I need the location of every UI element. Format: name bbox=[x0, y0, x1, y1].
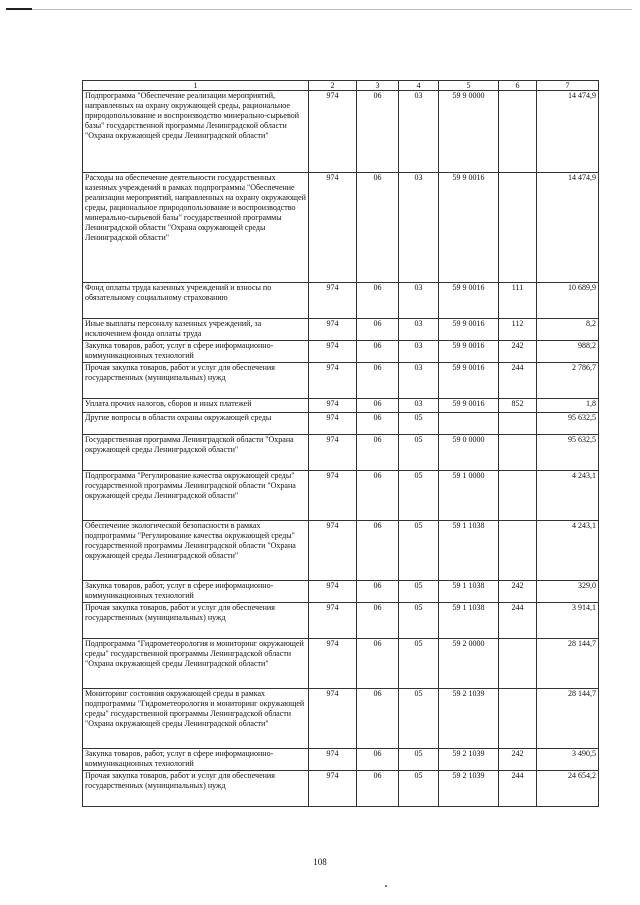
header-cell: 2 bbox=[309, 81, 357, 91]
row-amount-cell: 988,2 bbox=[537, 341, 599, 363]
row-subsection-cell: 03 bbox=[399, 91, 439, 173]
row-name-cell: Прочая закупка товаров, работ и услуг для обеспечения государственных (муниципальных) нужд bbox=[83, 603, 309, 639]
row-section-cell: 06 bbox=[357, 581, 399, 603]
row-target-code-cell: 59 1 1038 bbox=[439, 603, 499, 639]
row-name-cell: Закупка товаров, работ, услуг в сфере информационно-коммуникационных технологий bbox=[83, 341, 309, 363]
row-code-cell: 974 bbox=[309, 521, 357, 581]
row-section-cell: 06 bbox=[357, 91, 399, 173]
row-target-code-cell: 59 9 0016 bbox=[439, 283, 499, 319]
header-row bbox=[83, 81, 599, 91]
row-section-cell: 06 bbox=[357, 283, 399, 319]
row-subsection-cell: 05 bbox=[399, 689, 439, 749]
row-subsection-cell: 05 bbox=[399, 521, 439, 581]
row-expense-type-cell bbox=[499, 173, 537, 283]
header-cell: 4 bbox=[399, 81, 439, 91]
row-name-cell: Обеспечение экологической безопасности в рамках подпрограммы "Регулирование качества окружающей среды" государственной программы Ленинградской области "Охрана окружающей среды Ленинградской области" bbox=[83, 521, 309, 581]
row-section-cell: 06 bbox=[357, 521, 399, 581]
row-amount-cell: 3 490,5 bbox=[537, 749, 599, 771]
row-target-code-cell: 59 9 0016 bbox=[439, 341, 499, 363]
row-subsection-cell: 03 bbox=[399, 341, 439, 363]
row-target-code-cell: 59 2 1039 bbox=[439, 749, 499, 771]
row-target-code-cell: 59 2 1039 bbox=[439, 689, 499, 749]
row-amount-cell: 14 474,9 bbox=[537, 91, 599, 173]
row-subsection-cell: 03 bbox=[399, 283, 439, 319]
header-cell: 3 bbox=[357, 81, 399, 91]
header-cell: 1 bbox=[83, 81, 309, 91]
header-cell: 7 bbox=[537, 81, 599, 91]
table-row bbox=[83, 341, 599, 363]
row-section-cell: 06 bbox=[357, 639, 399, 689]
row-amount-cell: 14 474,9 bbox=[537, 173, 599, 283]
row-name-cell: Подпрограмма "Обеспечение реализации мероприятий, направленных на охрану окружающей среды, рациональное природопользование и воспроизводство минерально-сырьевой базы" государственной программы Ленинградской области "Охрана окружающей среды Ленинградской области" bbox=[83, 91, 309, 173]
row-expense-type-cell: 244 bbox=[499, 771, 537, 807]
table-row bbox=[83, 603, 599, 639]
row-code-cell: 974 bbox=[309, 771, 357, 807]
row-target-code-cell: 59 0 0000 bbox=[439, 435, 499, 471]
row-code-cell: 974 bbox=[309, 363, 357, 399]
table-row bbox=[83, 399, 599, 413]
scan-corner-mark bbox=[6, 8, 32, 10]
row-amount-cell: 95 632,5 bbox=[537, 435, 599, 471]
row-expense-type-cell: 852 bbox=[499, 399, 537, 413]
table-body bbox=[83, 91, 599, 807]
row-subsection-cell: 03 bbox=[399, 319, 439, 341]
table-row bbox=[83, 689, 599, 749]
row-subsection-cell: 03 bbox=[399, 363, 439, 399]
row-name-cell: Прочая закупка товаров, работ и услуг для обеспечения государственных (муниципальных) нужд bbox=[83, 363, 309, 399]
row-name-cell: Закупка товаров, работ, услуг в сфере информационно-коммуникационных технологий bbox=[83, 749, 309, 771]
row-expense-type-cell: 111 bbox=[499, 283, 537, 319]
row-name-cell: Фонд оплаты труда казенных учреждений и взносы по обязательному социальному страхованию bbox=[83, 283, 309, 319]
row-section-cell: 06 bbox=[357, 749, 399, 771]
row-target-code-cell: 59 2 0000 bbox=[439, 639, 499, 689]
row-amount-cell: 10 689,9 bbox=[537, 283, 599, 319]
scan-top-rule bbox=[32, 9, 632, 10]
row-expense-type-cell bbox=[499, 639, 537, 689]
table-row bbox=[83, 749, 599, 771]
row-code-cell: 974 bbox=[309, 413, 357, 435]
row-section-cell: 06 bbox=[357, 341, 399, 363]
table-header bbox=[83, 81, 599, 91]
row-name-cell: Прочая закупка товаров, работ и услуг для обеспечения государственных (муниципальных) нужд bbox=[83, 771, 309, 807]
row-section-cell: 06 bbox=[357, 173, 399, 283]
row-expense-type-cell bbox=[499, 689, 537, 749]
row-expense-type-cell bbox=[499, 521, 537, 581]
table-row bbox=[83, 771, 599, 807]
row-name-cell: Мониторинг состояния окружающей среды в рамках подпрограммы "Гидрометеорология и мониторинг окружающей среды" государственной программы Ленинградской области "Охрана окружающей среды Ленинградской области" bbox=[83, 689, 309, 749]
row-code-cell: 974 bbox=[309, 283, 357, 319]
row-target-code-cell: 59 1 1038 bbox=[439, 581, 499, 603]
row-target-code-cell: 59 1 0000 bbox=[439, 471, 499, 521]
row-subsection-cell: 05 bbox=[399, 471, 439, 521]
row-code-cell: 974 bbox=[309, 581, 357, 603]
row-amount-cell: 2 786,7 bbox=[537, 363, 599, 399]
row-code-cell: 974 bbox=[309, 399, 357, 413]
row-section-cell: 06 bbox=[357, 603, 399, 639]
table-row bbox=[83, 639, 599, 689]
row-target-code-cell: 59 1 1038 bbox=[439, 521, 499, 581]
row-section-cell: 06 bbox=[357, 413, 399, 435]
row-section-cell: 06 bbox=[357, 771, 399, 807]
row-expense-type-cell: 242 bbox=[499, 341, 537, 363]
row-name-cell: Уплата прочих налогов, сборов и иных платежей bbox=[83, 399, 309, 413]
row-expense-type-cell: 242 bbox=[499, 749, 537, 771]
row-name-cell: Подпрограмма "Регулирование качества окружающей среды" государственной программы Ленинградской области "Охрана окружающей среды Ленинградской области" bbox=[83, 471, 309, 521]
table-row bbox=[83, 363, 599, 399]
row-subsection-cell: 05 bbox=[399, 749, 439, 771]
row-name-cell: Закупка товаров, работ, услуг в сфере информационно-коммуникационных технологий bbox=[83, 581, 309, 603]
row-expense-type-cell bbox=[499, 471, 537, 521]
row-subsection-cell: 05 bbox=[399, 771, 439, 807]
row-code-cell: 974 bbox=[309, 603, 357, 639]
table-row bbox=[83, 521, 599, 581]
row-name-cell: Расходы на обеспечение деятельности государственных казенных учреждений в рамках подпрограммы "Обеспечение реализации мероприятий, направленных на охрану окружающей среды, рациональное природопользование и воспроизводство минерально-сырьевой базы" государственной программы Ленинградской области "Охрана окружающей среды Ленинградской области" bbox=[83, 173, 309, 283]
row-target-code-cell: 59 9 0000 bbox=[439, 91, 499, 173]
row-name-cell: Другие вопросы в области охраны окружающей среды bbox=[83, 413, 309, 435]
row-target-code-cell: 59 9 0016 bbox=[439, 173, 499, 283]
header-cell: 5 bbox=[439, 81, 499, 91]
row-code-cell: 974 bbox=[309, 435, 357, 471]
table-row bbox=[83, 471, 599, 521]
row-amount-cell: 329,0 bbox=[537, 581, 599, 603]
row-section-cell: 06 bbox=[357, 319, 399, 341]
row-expense-type-cell: 112 bbox=[499, 319, 537, 341]
row-section-cell: 06 bbox=[357, 435, 399, 471]
row-amount-cell: 4 243,1 bbox=[537, 521, 599, 581]
row-code-cell: 974 bbox=[309, 471, 357, 521]
row-section-cell: 06 bbox=[357, 689, 399, 749]
row-target-code-cell bbox=[439, 413, 499, 435]
row-code-cell: 974 bbox=[309, 639, 357, 689]
row-amount-cell: 24 654,2 bbox=[537, 771, 599, 807]
row-section-cell: 06 bbox=[357, 471, 399, 521]
table-row bbox=[83, 581, 599, 603]
scan-speck bbox=[385, 885, 387, 887]
table-row bbox=[83, 413, 599, 435]
header-cell: 6 bbox=[499, 81, 537, 91]
row-amount-cell: 1,8 bbox=[537, 399, 599, 413]
table-row bbox=[83, 435, 599, 471]
row-subsection-cell: 05 bbox=[399, 603, 439, 639]
row-name-cell: Подпрограмма "Гидрометеорология и мониторинг окружающей среды" государственной программы Ленинградской области "Охрана окружающей среды Ленинградской области" bbox=[83, 639, 309, 689]
row-target-code-cell: 59 9 0016 bbox=[439, 319, 499, 341]
row-code-cell: 974 bbox=[309, 341, 357, 363]
table-row bbox=[83, 91, 599, 173]
row-target-code-cell: 59 9 0016 bbox=[439, 399, 499, 413]
row-code-cell: 974 bbox=[309, 319, 357, 341]
row-section-cell: 06 bbox=[357, 363, 399, 399]
table-row bbox=[83, 283, 599, 319]
row-amount-cell: 28 144,7 bbox=[537, 639, 599, 689]
row-target-code-cell: 59 2 1039 bbox=[439, 771, 499, 807]
row-subsection-cell: 05 bbox=[399, 581, 439, 603]
row-amount-cell: 95 632,5 bbox=[537, 413, 599, 435]
row-expense-type-cell: 244 bbox=[499, 363, 537, 399]
row-subsection-cell: 05 bbox=[399, 435, 439, 471]
row-name-cell: Иные выплаты персоналу казенных учреждений, за исключением фонда оплаты труда bbox=[83, 319, 309, 341]
row-subsection-cell: 05 bbox=[399, 639, 439, 689]
row-subsection-cell: 05 bbox=[399, 413, 439, 435]
table-row bbox=[83, 319, 599, 341]
row-expense-type-cell bbox=[499, 435, 537, 471]
row-subsection-cell: 03 bbox=[399, 399, 439, 413]
row-code-cell: 974 bbox=[309, 749, 357, 771]
row-expense-type-cell bbox=[499, 413, 537, 435]
row-amount-cell: 3 914,1 bbox=[537, 603, 599, 639]
row-code-cell: 974 bbox=[309, 689, 357, 749]
row-amount-cell: 4 243,1 bbox=[537, 471, 599, 521]
row-expense-type-cell bbox=[499, 91, 537, 173]
row-expense-type-cell: 242 bbox=[499, 581, 537, 603]
row-subsection-cell: 03 bbox=[399, 173, 439, 283]
row-section-cell: 06 bbox=[357, 399, 399, 413]
row-expense-type-cell: 244 bbox=[499, 603, 537, 639]
row-name-cell: Государственная программа Ленинградской области "Охрана окружающей среды Ленинградской области" bbox=[83, 435, 309, 471]
row-target-code-cell: 59 9 0016 bbox=[439, 363, 499, 399]
row-code-cell: 974 bbox=[309, 91, 357, 173]
row-amount-cell: 8,2 bbox=[537, 319, 599, 341]
page-number: 108 bbox=[313, 857, 327, 867]
budget-table bbox=[82, 80, 599, 807]
row-code-cell: 974 bbox=[309, 173, 357, 283]
table-row bbox=[83, 173, 599, 283]
row-amount-cell: 28 144,7 bbox=[537, 689, 599, 749]
